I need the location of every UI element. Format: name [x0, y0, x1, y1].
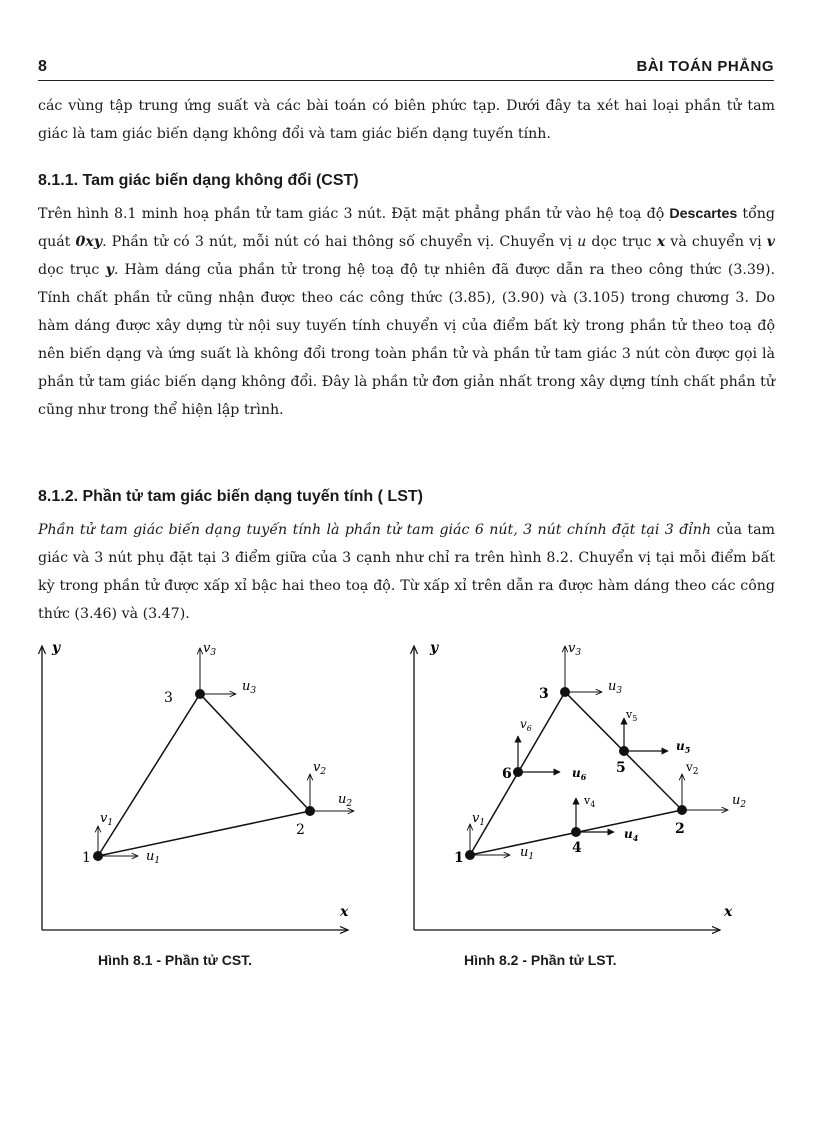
chapter-title: BÀI TOÁN PHẲNG [636, 58, 774, 75]
node-1-label: 1 [454, 850, 464, 866]
lst-paragraph: Phần tử tam giác biến dạng tuyến tính là phần tử tam giác 6 nút, 3 nút chính đặt tại 3 đỉnh của tam giác và 3 nút phụ đặt tại 3 điểm giữa của 3 cạnh như chỉ ra trên hình 8.2. Chuyển vị tại mỗi điểm bất kỳ trong phần tử được xấp xỉ bậc hai theo toạ độ. Từ xấp xỉ trên dẫn ra được hàm dáng theo các công thức (3.46) và (3.47). [38, 522, 775, 622]
u2-label: $u_2$ [732, 793, 747, 810]
v1-label: $v_1$ [472, 811, 486, 828]
u5-label: $u_5$ [676, 739, 691, 755]
u3-label: $u_3$ [608, 679, 623, 696]
y-axis-label: y [52, 640, 61, 656]
node-5-label: 5 [616, 760, 626, 776]
section-heading-lst: 8.1.2. Phần tử tam giác biến dạng tuyến tính ( LST) [38, 488, 423, 505]
v2-label: $v_2$ [686, 760, 699, 777]
u3-label: $u_3$ [242, 679, 257, 696]
u1-label: $u_1$ [146, 849, 161, 866]
node-4-label: 4 [572, 840, 582, 856]
page-header [38, 58, 774, 81]
figure-cst-caption: Hình 8.1 - Phần tử CST. [98, 952, 253, 968]
u2-label: $u_2$ [338, 792, 353, 809]
x-axis-label: x [724, 904, 733, 920]
v2-label: $v_2$ [313, 760, 327, 777]
cst-paragraph: Trên hình 8.1 minh hoạ phần tử tam giác 3 nút. Đặt mặt phẳng phần tử vào hệ toạ độ Descartes tổng quát 0xy. Phần tử có 3 nút, mỗi nút có hai thông số chuyển vị. Chuyển vị u dọc trục x và chuyển vị v dọc trục y. Hàm dáng của phần tử trong hệ toạ độ tự nhiên đã được dẫn ra theo công thức (3.39). Tính chất phần tử cũng nhận được theo các công thức (3.85), (3.90) và (3.105) trong chương 3. Do hàm dáng được xây dựng từ nội suy tuyến tính chuyển vị của điểm bất kỳ trong phần tử theo toạ độ nên biến dạng và ứng suất là không đổi trong toàn phần tử và phần tử tam giác 3 nút còn được gọi là phần tử tam giác biến dạng không đổi. Đây là phần tử đơn giản nhất trong xây dựng tính chất phần tử cũng như trong thể hiện lập trình. [38, 206, 776, 418]
u6-label: $u_6$ [572, 766, 587, 782]
u4-label: $u_4$ [624, 827, 639, 843]
descartes-term: Descartes [669, 206, 738, 222]
v4-label: $v_4$ [584, 794, 596, 809]
intro-paragraph: các vùng tập trung ứng suất và các bài toán có biên phức tạp. Dưới đây ta xét hai loại phần tử tam giác là tam giác biến dạng không đổi và tam giác biến dạng tuyến tính. [38, 98, 775, 142]
v6-label: $v_6$ [520, 717, 532, 733]
section-heading-cst: 8.1.1. Tam giác biến dạng không đổi (CST) [38, 172, 359, 189]
node-3-label: 3 [539, 686, 549, 702]
page-number: 8 [38, 58, 47, 75]
node-6-label: 6 [502, 766, 512, 782]
y-axis-label: y [430, 640, 439, 656]
v5-label: $v_5$ [626, 708, 638, 723]
figure-lst-caption: Hình 8.2 - Phần tử LST. [464, 952, 617, 968]
node-2-label: 2 [296, 822, 305, 838]
node-2-label: 2 [675, 821, 685, 837]
node-1-label: 1 [82, 850, 91, 866]
v3-label: $v_3$ [568, 641, 582, 658]
v1-label: $v_1$ [100, 811, 114, 828]
x-axis-label: x [340, 904, 349, 920]
node-3-label: 3 [164, 690, 173, 706]
v3-label: $v_3$ [203, 641, 217, 658]
u1-label: $u_1$ [520, 845, 535, 862]
figure-lst [402, 638, 772, 948]
cst-triangle [98, 694, 310, 856]
figure-cst [30, 638, 370, 948]
